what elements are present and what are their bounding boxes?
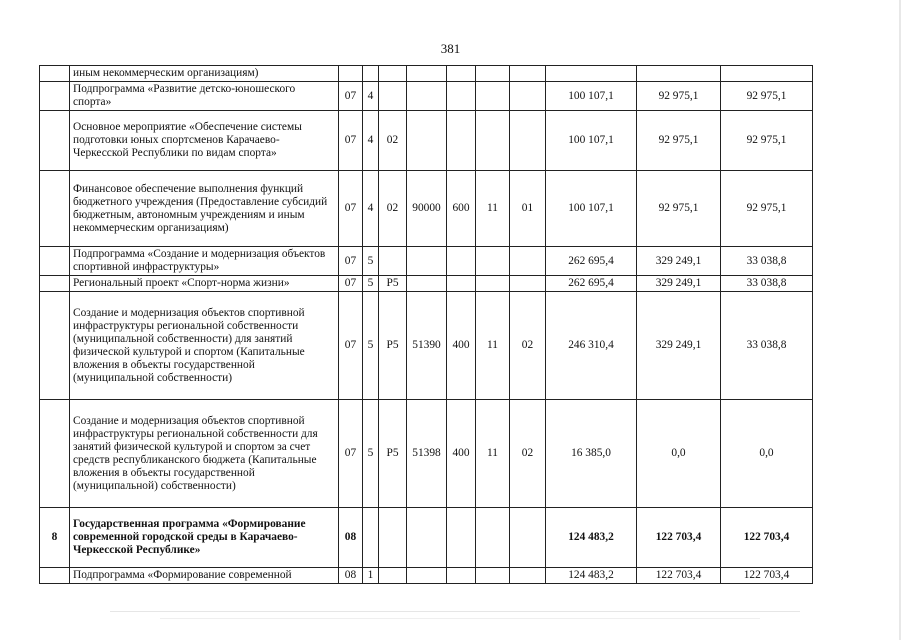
scan-artifact-line [160,618,760,619]
amount-year3-cell: 33 038,8 [721,276,813,292]
amount-year1-cell: 262 695,4 [546,276,637,292]
table-body [40,66,813,584]
amount-year2-cell: 329 249,1 [637,247,721,276]
amount-year3-cell: 33 038,8 [721,292,813,400]
code-program-cell: 02 [379,111,407,171]
row-number-cell [40,171,70,247]
row-number-cell [40,111,70,171]
row-number-cell [40,82,70,111]
code-podrazdel-cell: 4 [363,111,379,171]
amount-year3-cell [721,66,813,82]
row-name-cell: Создание и модернизация объектов спортивной инфраструктуры региональной собственности (муниципальной собственности) для занятий физической культурой и спортом (Капитальные вложения в объекты государственной (муниципальной собственности) [70,292,339,400]
code-extra-cell [510,66,546,82]
code-direction-cell [407,247,447,276]
amount-year3-cell: 33 038,8 [721,247,813,276]
code-program-cell [379,508,407,568]
code-razdel-cell: 07 [339,276,363,292]
code-kosgu-cell [476,508,510,568]
code-razdel-cell: 07 [339,247,363,276]
amount-year2-cell: 92 975,1 [637,171,721,247]
code-razdel-cell [339,66,363,82]
code-direction-cell [407,66,447,82]
amount-year3-cell: 122 703,4 [721,508,813,568]
table-row [40,292,813,400]
code-vid-cell [447,111,476,171]
row-number-cell [40,276,70,292]
table-row [40,171,813,247]
code-kosgu-cell [476,66,510,82]
code-extra-cell [510,111,546,171]
amount-year1-cell: 100 107,1 [546,171,637,247]
code-direction-cell: 90000 [407,171,447,247]
code-program-cell [379,66,407,82]
code-vid-cell [447,568,476,584]
code-podrazdel-cell: 4 [363,82,379,111]
amount-year1-cell: 16 385,0 [546,400,637,508]
amount-year1-cell: 262 695,4 [546,247,637,276]
code-kosgu-cell [476,568,510,584]
amount-year1-cell: 124 483,2 [546,568,637,584]
row-name-cell: Основное мероприятие «Обеспечение системы подготовки юных спортсменов Карачаево-Черкесской Республики по видам спорта» [70,111,339,171]
code-extra-cell [510,568,546,584]
code-program-cell: 02 [379,171,407,247]
code-podrazdel-cell [363,508,379,568]
code-razdel-cell: 08 [339,508,363,568]
amount-year2-cell: 92 975,1 [637,82,721,111]
table-row [40,66,813,82]
code-razdel-cell: 08 [339,568,363,584]
code-kosgu-cell [476,247,510,276]
code-direction-cell: 51390 [407,292,447,400]
code-direction-cell [407,82,447,111]
table-row [40,111,813,171]
amount-year2-cell: 92 975,1 [637,111,721,171]
amount-year3-cell: 92 975,1 [721,82,813,111]
code-podrazdel-cell: 5 [363,276,379,292]
row-number-cell [40,400,70,508]
code-extra-cell [510,82,546,111]
code-program-cell: P5 [379,292,407,400]
code-direction-cell: 51398 [407,400,447,508]
amount-year3-cell: 92 975,1 [721,171,813,247]
table-row [40,568,813,584]
amount-year2-cell: 122 703,4 [637,508,721,568]
code-kosgu-cell: 11 [476,292,510,400]
scan-artifact-line [110,611,800,612]
table-row [40,247,813,276]
row-name-cell: Подпрограмма «Создание и модернизация объектов спортивной инфраструктуры» [70,247,339,276]
code-podrazdel-cell [363,66,379,82]
code-vid-cell: 400 [447,400,476,508]
amount-year1-cell: 100 107,1 [546,82,637,111]
amount-year1-cell: 100 107,1 [546,111,637,171]
code-extra-cell [510,276,546,292]
row-number-cell [40,247,70,276]
row-name-cell: Государственная программа «Формирование современной городской среды в Карачаево-Черкесской Республике» [70,508,339,568]
code-direction-cell [407,508,447,568]
table-row [40,508,813,568]
code-kosgu-cell: 11 [476,171,510,247]
code-program-cell [379,247,407,276]
amount-year3-cell: 92 975,1 [721,111,813,171]
row-name-cell: Региональный проект «Спорт-норма жизни» [70,276,339,292]
row-number-cell: 8 [40,508,70,568]
amount-year2-cell: 122 703,4 [637,568,721,584]
amount-year3-cell: 122 703,4 [721,568,813,584]
code-vid-cell: 400 [447,292,476,400]
code-kosgu-cell: 11 [476,400,510,508]
row-name-cell: Финансовое обеспечение выполнения функций бюджетного учреждения (Предоставление субсидий бюджетным, автономным учреждениям и иным некоммерческим организациям) [70,171,339,247]
code-podrazdel-cell: 5 [363,292,379,400]
code-razdel-cell: 07 [339,171,363,247]
code-vid-cell [447,247,476,276]
code-podrazdel-cell: 1 [363,568,379,584]
code-razdel-cell: 07 [339,111,363,171]
amount-year3-cell: 0,0 [721,400,813,508]
row-number-cell [40,568,70,584]
row-name-cell: иным некоммерческим организациям) [70,66,339,82]
table-row [40,276,813,292]
row-name-cell: Подпрограмма «Формирование современной [70,568,339,584]
amount-year2-cell: 329 249,1 [637,292,721,400]
code-extra-cell: 01 [510,171,546,247]
code-razdel-cell: 07 [339,82,363,111]
code-extra-cell: 02 [510,292,546,400]
code-vid-cell [447,276,476,292]
code-razdel-cell: 07 [339,400,363,508]
row-name-cell: Создание и модернизация объектов спортивной инфраструктуры региональной собственности для занятий физической культурой и спортом за счет средств республиканского бюджета (Капитальные вложения в объекты государственной (муниципальной) собственности) [70,400,339,508]
code-razdel-cell: 07 [339,292,363,400]
code-direction-cell [407,276,447,292]
code-extra-cell: 02 [510,400,546,508]
page-number: 381 [440,41,461,56]
code-extra-cell [510,247,546,276]
row-number-cell [40,66,70,82]
code-program-cell: P5 [379,276,407,292]
code-direction-cell [407,111,447,171]
code-program-cell [379,82,407,111]
code-podrazdel-cell: 5 [363,247,379,276]
row-number-cell [40,292,70,400]
amount-year1-cell: 124 483,2 [546,508,637,568]
amount-year1-cell [546,66,637,82]
code-podrazdel-cell: 5 [363,400,379,508]
code-vid-cell [447,82,476,111]
code-kosgu-cell [476,82,510,111]
row-name-cell: Подпрограмма «Развитие детско-юношеского спорта» [70,82,339,111]
amount-year1-cell: 246 310,4 [546,292,637,400]
amount-year2-cell [637,66,721,82]
code-vid-cell [447,66,476,82]
amount-year2-cell: 0,0 [637,400,721,508]
table-row [40,400,813,508]
code-kosgu-cell [476,276,510,292]
code-vid-cell [447,508,476,568]
code-kosgu-cell [476,111,510,171]
code-direction-cell [407,568,447,584]
budget-table [39,65,813,584]
code-program-cell [379,568,407,584]
table-row [40,82,813,111]
amount-year2-cell: 329 249,1 [637,276,721,292]
code-program-cell: P5 [379,400,407,508]
code-vid-cell: 600 [447,171,476,247]
code-extra-cell [510,508,546,568]
code-podrazdel-cell: 4 [363,171,379,247]
